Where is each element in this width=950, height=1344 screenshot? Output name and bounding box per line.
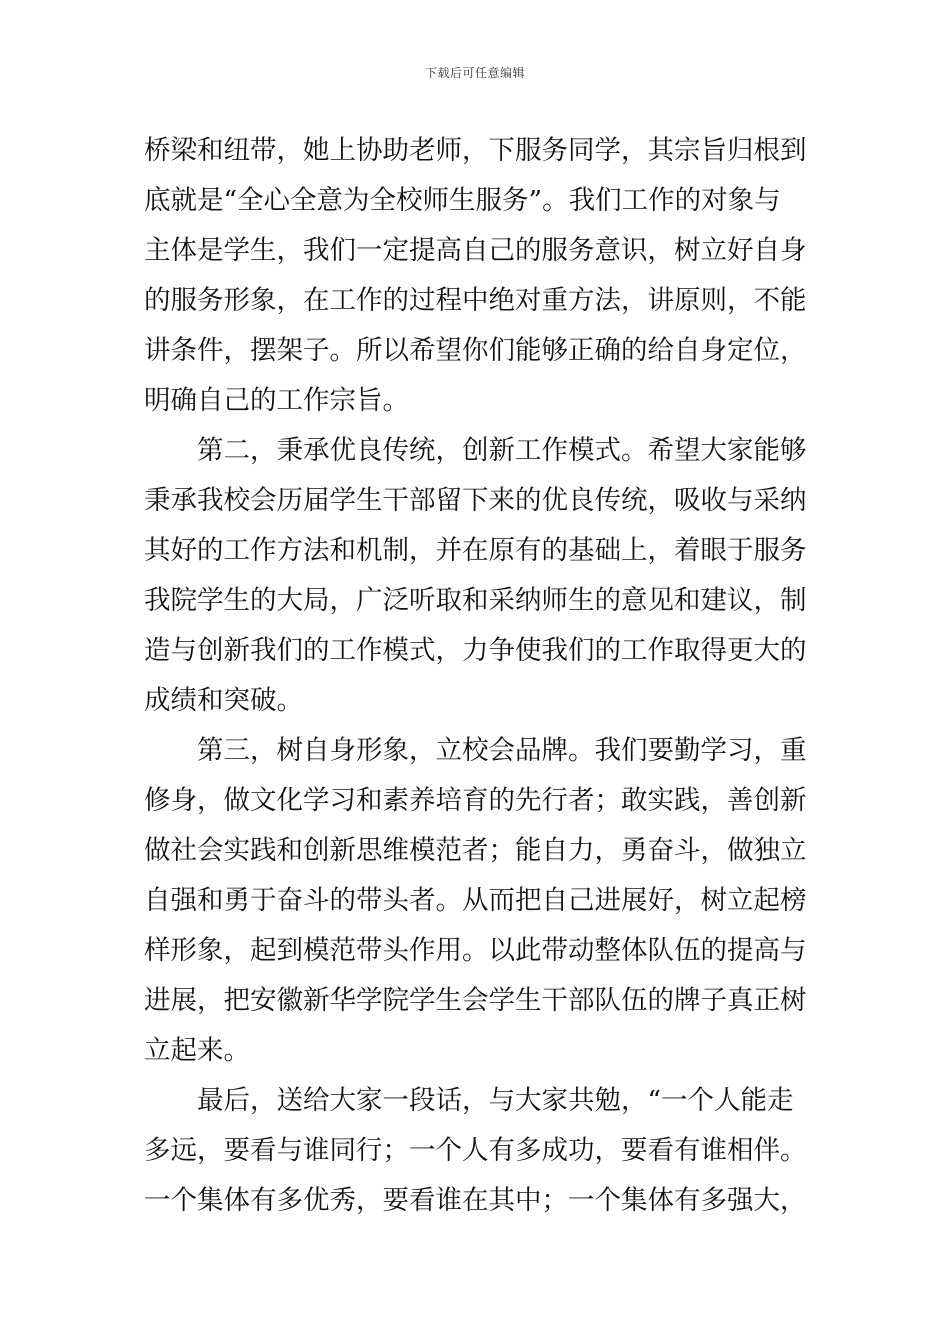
- text-line: 的服务形象，在工作的过程中绝对重方法，讲原则，不能: [144, 285, 807, 316]
- text-line: 做社会实践和创新思维模范者；能自力，勇奋斗，做独立: [144, 835, 807, 866]
- text-line: 明确自己的工作宗旨。: [144, 385, 409, 416]
- text-line: 第三，树自身形象，立校会品牌。我们要勤学习，重: [197, 735, 807, 766]
- text-line: 样形象，起到模范带头作用。以此带动整体队伍的提高与: [144, 935, 807, 966]
- text-line: 修身，做文化学习和素养培育的先行者；敢实践，善创新: [144, 785, 807, 816]
- text-line: 底就是“全心全意为全校师生服务”。我们工作的对象与: [144, 185, 781, 216]
- body-text: [144, 126, 807, 1226]
- text-line: 最后，送给大家一段话，与大家共勉，“一个人能走: [197, 1085, 794, 1116]
- text-line: 桥梁和纽带，她上协助老师，下服务同学，其宗旨归根到: [144, 135, 807, 166]
- text-line: 其好的工作方法和机制，并在原有的基础上，着眼于服务: [144, 535, 807, 566]
- page-header: 下载后可任意编辑: [424, 66, 525, 80]
- text-line: 造与创新我们的工作模式，力争使我们的工作取得更大的: [144, 635, 807, 666]
- text-line: 秉承我校会历届学生干部留下来的优良传统，吸收与采纳: [144, 485, 807, 516]
- text-line: 一个集体有多优秀，要看谁在其中；一个集体有多强大，: [144, 1185, 807, 1216]
- text-line: 第二，秉承优良传统，创新工作模式。希望大家能够: [197, 435, 807, 466]
- text-line: 自强和勇于奋斗的带头者。从而把自己进展好，树立起榜: [144, 885, 807, 916]
- text-line: 多远，要看与谁同行；一个人有多成功，要看有谁相伴。: [144, 1135, 807, 1166]
- text-line: 进展，把安徽新华学院学生会学生干部队伍的牌子真正树: [144, 985, 807, 1016]
- text-line: 立起来。: [144, 1035, 250, 1066]
- text-line: 成绩和突破。: [144, 685, 303, 716]
- text-line: 讲条件，摆架子。所以希望你们能够正确的给自身定位，: [144, 335, 807, 366]
- text-line: 我院学生的大局，广泛听取和采纳师生的意见和建议，制: [144, 585, 807, 616]
- text-line: 主体是学生，我们一定提高自己的服务意识，树立好自身: [144, 235, 807, 266]
